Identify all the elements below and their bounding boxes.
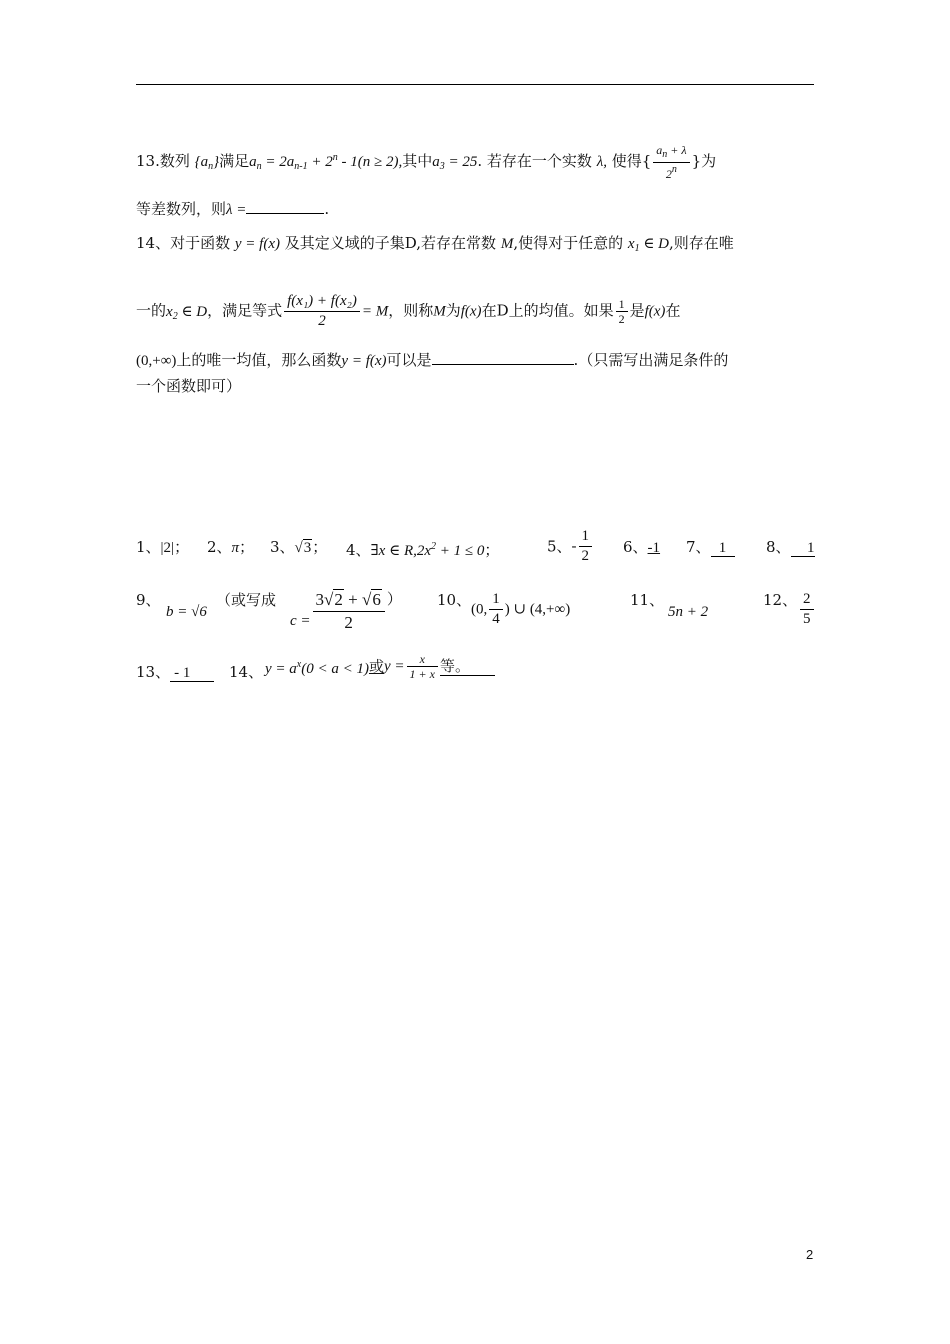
q14-mean-fraction: $\frac{\text{f(x₁) + f(x₂)}}{2}$ (284, 292, 360, 331)
q14-line-4: 一个函数即可） (136, 377, 242, 395)
answer-11: 11、 (630, 591, 665, 609)
answer-10: 10、 (437, 591, 472, 609)
q13-line-1: 13.数列 $\{a_n\}$满足$a_n = 2a_{n-1} + 2^n - 1(n \ge 2)$,其中$a_3 = 25$. 若存在一个实数 λ, 使得{ $\frac{a_n + \lambda}{2^n}$ }为 (136, 143, 717, 181)
answer-9-alt: （或写成 (216, 591, 277, 609)
answer-13: 13、 - 1 (136, 662, 214, 682)
q14-number: 14、 (136, 234, 171, 252)
answer-1: 1、|2|； (136, 538, 190, 556)
answer-9: 9、 (136, 591, 161, 609)
answer-14: 14、 (229, 663, 264, 681)
answer-2: 2、π； (207, 538, 255, 556)
answer-11-value: 5n + 2 (668, 604, 709, 620)
answer-14-value: $y = a^x(0 < a < 1)$或y = $\frac{x}{1 + x}$ 等。 (265, 652, 495, 681)
answer-4: 4、∃x ∈ $R,2x^2 + 1 \le 0$； (346, 541, 500, 559)
q14-line-2: 一的$x_2$ ∈ D，满足等式 $\frac{\text{f(x₁) + f(x₂)}}{2}$ = M，则称M为f(x)在D上的均值。如果 $\frac{1}{2}$ 是f(x)在 (136, 293, 681, 329)
answer-12: 12、 (763, 591, 798, 609)
answer-12-value: $\frac{2}{5}$ (798, 590, 816, 629)
answer-blank[interactable] (432, 364, 574, 365)
q14-half-fraction: $\frac{1}{2}$ (616, 297, 628, 326)
q13-number: 13. (136, 152, 160, 170)
answer-10-value: (0, $\frac{1}{4}$ ) ∪ (4,+∞) (471, 591, 571, 627)
answer-7: 7、 1 (686, 537, 735, 557)
header-rule (136, 84, 814, 85)
answer-blank[interactable] (246, 213, 324, 214)
answer-3: 3、√3； (270, 538, 328, 556)
answer-9-value: b = √6 (166, 604, 207, 620)
answer-9-alt-expr: c = $\frac{3√2 + √6}{2}$ ） (290, 590, 402, 632)
answer-5: 5、- $\frac{1}{2}$ (547, 527, 594, 566)
page-number: 2 (806, 1247, 814, 1262)
q13-fraction: $\frac{a_n + \lambda}{2^n}$ (653, 143, 689, 181)
answer-8: 8、 1 (766, 538, 815, 556)
q14-line-1: 14、对于函数 y = f(x) 及其定义域的子集D,若存在常数 M,使得对于任意的 $x_1$ ∈ D,则存在唯 (136, 234, 734, 254)
q13-line-2: 等差数列，则λ = . (136, 200, 330, 218)
q14-line-3: (0,+∞)上的唯一均值，那么函数y = f(x)可以是 .（只需写出满足条件的 (136, 351, 729, 369)
answer-6: 6、-1 (623, 538, 661, 556)
